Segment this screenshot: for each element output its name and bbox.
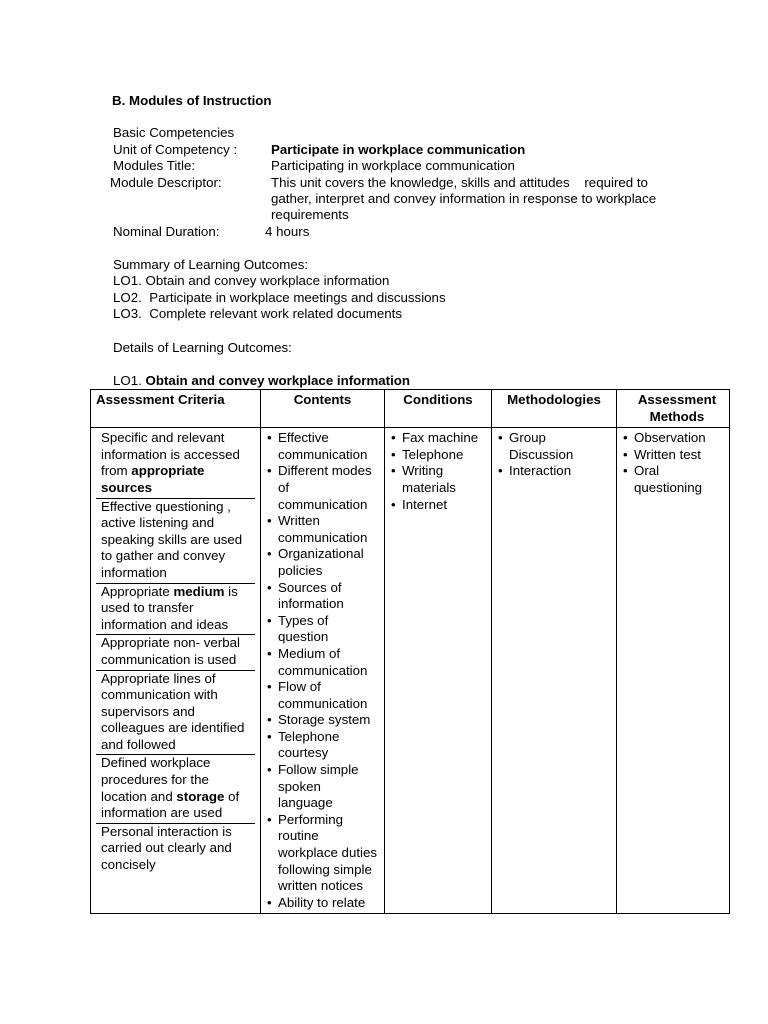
details-heading: Details of Learning Outcomes:	[113, 340, 292, 355]
contents-item: • Performing routine workplace duties following simple written notices	[266, 812, 379, 895]
contents-item: • Types of question	[266, 613, 379, 646]
conditions-item: • Fax machine	[390, 430, 486, 447]
conditions-item: • Telephone	[390, 447, 486, 464]
summary-item: LO1. Obtain and convey workplace information	[113, 273, 390, 288]
contents-item: • Telephone courtesy	[266, 729, 379, 762]
basic-competencies-label: Basic Competencies	[113, 125, 235, 140]
header-assessment-methods: Assessment Methods	[617, 390, 730, 428]
criteria-item	[96, 430, 255, 498]
methodology-item: • Group Discussion	[497, 430, 611, 463]
contents-item: • Follow simple spoken language	[266, 762, 379, 812]
contents-item: • Different modes of communication	[266, 463, 379, 513]
contents-item: • Sources of information	[266, 580, 379, 613]
header-methodologies: Methodologies	[492, 390, 617, 428]
conditions-item: • Writing materials	[390, 463, 486, 496]
methodologies-list	[497, 430, 611, 480]
section-title: B. Modules of Instruction	[112, 93, 272, 108]
learning-outcome-table	[90, 389, 730, 914]
contents-item: • Medium of communication	[266, 646, 379, 679]
assessment-methods-list	[622, 430, 724, 496]
nominal-duration-label: Nominal Duration:	[113, 224, 220, 239]
conditions-list	[390, 430, 486, 513]
module-title-label: Modules Title:	[113, 158, 196, 173]
assessment-method-item: • Oral questioning	[622, 463, 724, 496]
assessment-method-item: • Written test	[622, 447, 724, 464]
criteria-text: Effective questioning , active listening and speaking skills are used to gather and convey information	[101, 498, 243, 580]
contents-item: • Effective communication	[266, 430, 379, 463]
header-assessment-criteria: Assessment Criteria	[91, 390, 261, 428]
criteria-text: is used to transfer information and ideas	[101, 583, 238, 632]
criteria-text: appropriate sources	[101, 463, 205, 495]
summary-item: LO2. Participate in workplace meetings and discussions	[113, 290, 446, 305]
module-title-value: Participating in workplace communication	[271, 158, 515, 173]
criteria-text: storage	[176, 788, 225, 804]
criteria-text: Defined workplace procedures for the location and	[101, 755, 211, 804]
lo1-title: Obtain and convey workplace information	[145, 373, 411, 388]
module-descriptor-line: gather, interpret and convey information in response to workplace	[271, 191, 657, 206]
contents-cell	[261, 428, 385, 914]
criteria-text: Appropriate	[101, 583, 174, 599]
criteria-item	[96, 584, 255, 636]
criteria-text: Personal interaction is carried out clearly and concisely	[101, 823, 232, 873]
methodologies-cell	[492, 428, 617, 914]
contents-item: • Storage system	[266, 712, 379, 729]
criteria-list	[96, 430, 255, 874]
criteria-cell	[91, 428, 261, 914]
criteria-text: Appropriate lines of communication with supervisors and colleagues are identified and followed	[101, 670, 245, 752]
criteria-text: Specific and relevant information is accessed from	[101, 430, 240, 479]
conditions-item: • Internet	[390, 497, 486, 514]
lo1-heading	[113, 373, 410, 390]
module-descriptor-label: Module Descriptor:	[110, 175, 222, 190]
criteria-text: of information are used	[101, 788, 240, 821]
assessment-method-item: • Observation	[622, 430, 724, 447]
contents-item: • Ability to relate	[266, 895, 379, 912]
contents-list	[266, 430, 379, 911]
criteria-item	[96, 755, 255, 823]
unit-of-competency-label: Unit of Competency :	[113, 142, 238, 157]
criteria-item	[96, 635, 255, 670]
unit-of-competency-value: Participate in workplace communication	[271, 142, 526, 157]
module-descriptor-line: requirements	[271, 207, 349, 222]
header-contents: Contents	[261, 390, 385, 428]
criteria-item	[96, 824, 255, 875]
summary-heading: Summary of Learning Outcomes:	[113, 257, 309, 272]
methodology-item: • Interaction	[497, 463, 611, 480]
assessment-methods-cell	[617, 428, 730, 914]
contents-item: • Flow of communication	[266, 679, 379, 712]
criteria-item	[96, 671, 255, 756]
table-header-row	[91, 390, 730, 428]
nominal-duration-value: 4 hours	[265, 224, 310, 239]
criteria-item	[96, 499, 255, 584]
conditions-cell	[385, 428, 492, 914]
module-descriptor-line: This unit covers the knowledge, skills and attitudes required to	[271, 175, 648, 190]
contents-item: • Organizational policies	[266, 546, 379, 579]
criteria-text: Appropriate non- verbal communication is used	[101, 635, 240, 667]
header-conditions: Conditions	[385, 390, 492, 428]
lo1-prefix: LO1.	[113, 373, 146, 388]
table-row	[91, 428, 730, 914]
summary-item: LO3. Complete relevant work related documents	[113, 306, 402, 321]
criteria-text: medium	[173, 583, 225, 599]
contents-item: • Written communication	[266, 513, 379, 546]
